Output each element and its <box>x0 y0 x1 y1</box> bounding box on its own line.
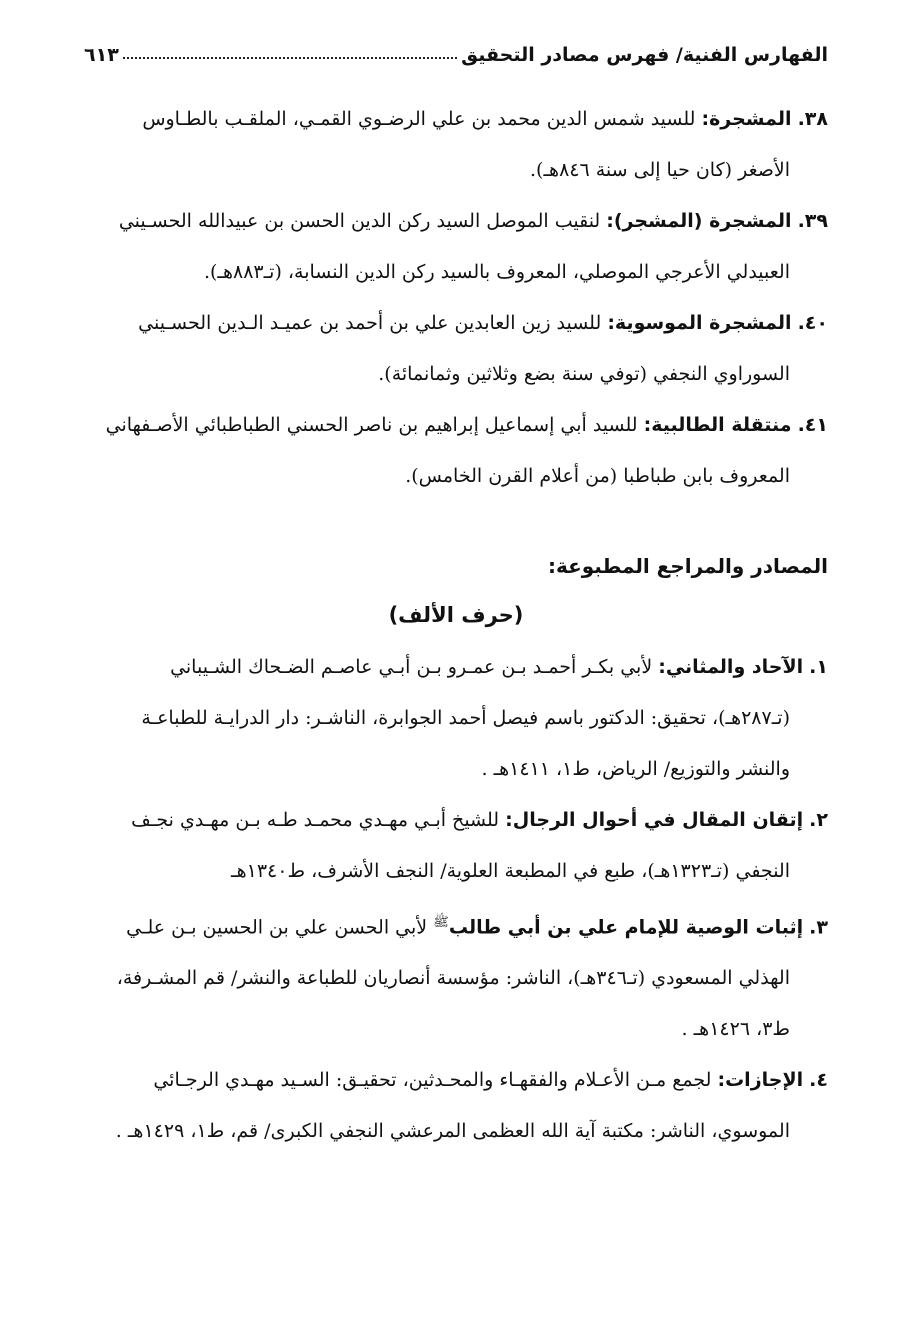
entry-title: المشجرة: <box>701 108 792 130</box>
entry-number: ٤. <box>809 1069 828 1092</box>
entry-text-continued: الأصغر (كان حيا إلى سنة ٨٤٦هـ). <box>530 159 790 181</box>
entry-title: إتقان المقال في أحوال الرجال: <box>505 809 804 831</box>
list-item <box>84 298 828 400</box>
entry-number: ٤١. <box>797 414 828 436</box>
list-item <box>84 795 828 897</box>
entry-title: الآحاد والمثاني: <box>658 656 804 678</box>
entry-text-continued: السوراوي النجفي (توفي سنة بضع وثلاثين وثمانمائة). <box>378 363 790 385</box>
letter-heading: (حرف الألف) <box>388 603 524 627</box>
entry-number: ٣٩. <box>797 210 828 232</box>
header-title: الفهارس الفنية/ فهرس مصادر التحقيق <box>461 44 828 66</box>
entry-number: ٣. <box>809 916 828 939</box>
entry-text-continued: الموسوي، الناشر: مكتبة آية الله العظمى المرعشي النجفي الكبرى/ قم، ط١، ١٤٢٩هـ . <box>115 1120 790 1143</box>
entry-text-continued: النجفي (تـ١٣٢٣هـ)، طبع في المطبعة العلوية/ النجف الأشرف، ط١٣٤٠هـ <box>231 860 790 882</box>
entry-text: لنقيب الموصل السيد ركن الدين الحسن بن عبيدالله الحسـيني <box>118 210 601 232</box>
entry-text: للسيد شمس الدين محمد بن علي الرضـوي القمـي، الملقـب بالطـاوس <box>142 108 696 130</box>
entry-title: الإجازات: <box>717 1069 804 1092</box>
list-item <box>84 897 828 1055</box>
list-item <box>84 642 828 795</box>
list-item <box>84 196 828 298</box>
entry-title: المشجرة الموسوية: <box>607 312 792 334</box>
entry-number: ٢. <box>809 809 828 831</box>
entry-text-continued: ط٣، ١٤٢٦هـ . <box>681 1018 790 1041</box>
entry-number: ٣٨. <box>797 108 828 130</box>
entry-title: المشجرة (المشجر): <box>606 210 792 232</box>
header-leader-dots <box>123 57 457 59</box>
entry-text: للشيخ أبـي مهـدي محمـد طـه بـن مهـدي نجـف <box>131 809 500 831</box>
entry-text-continued: والنشر والتوزيع/ الرياض، ط١، ١٤١١هـ . <box>481 758 790 780</box>
entry-text-continued: (تـ٢٨٧هـ)، تحقيق: الدكتور باسم فيصل أحمد الجوابرة، الناشـر: دار الدرايـة للطباعـة <box>141 707 790 729</box>
entry-text: لجمع مـن الأعـلام والفقهـاء والمحـدثين، تحقيـق: السـيد مهـدي الرجـائي <box>153 1069 712 1092</box>
list-item <box>84 400 828 502</box>
entry-text: للسيد أبي إسماعيل إبراهيم بن ناصر الحسني الطباطبائي الأصـفهاني <box>105 414 638 436</box>
entry-text: لأبي بكـر أحمـد بـن عمـرو بـن أبـي عاصـم الضـحاك الشـيباني <box>170 656 653 678</box>
entry-text: لأبي الحسن علي بن الحسين بـن علـي <box>126 916 428 939</box>
printed-sources-list <box>84 642 828 1157</box>
entry-text-continued: المعروف بابن طباطبا (من أعلام القرن الخامس). <box>405 465 790 487</box>
entry-text-continued: العبيدلي الأعرجي الموصلي، المعروف بالسيد ركن الدين النسابة، (تـ٨٨٣هـ). <box>203 261 790 283</box>
manuscript-list <box>84 94 828 502</box>
entry-title: إثبات الوصية للإمام علي بن أبي طالب <box>448 916 804 939</box>
entry-number: ٤٠. <box>797 312 828 334</box>
list-item <box>84 1055 828 1157</box>
running-header <box>84 30 828 66</box>
entry-number: ١. <box>809 656 828 678</box>
entry-text: للسيد زين العابدين علي بن أحمد بن عميـد الـدين الحسـيني <box>138 312 602 334</box>
entry-title: منتقلة الطالبية: <box>643 414 792 436</box>
honorific-glyph: ﷺ <box>433 915 449 930</box>
section-heading: المصادر والمراجع المطبوعة: <box>547 554 828 578</box>
page-number: ٦١٣ <box>84 44 119 66</box>
entry-text-continued: الهذلي المسعودي (تـ٣٤٦هـ)، الناشر: مؤسسة أنصاريان للطباعة والنشر/ قم المشـرفة، <box>116 967 790 990</box>
list-item <box>84 94 828 196</box>
